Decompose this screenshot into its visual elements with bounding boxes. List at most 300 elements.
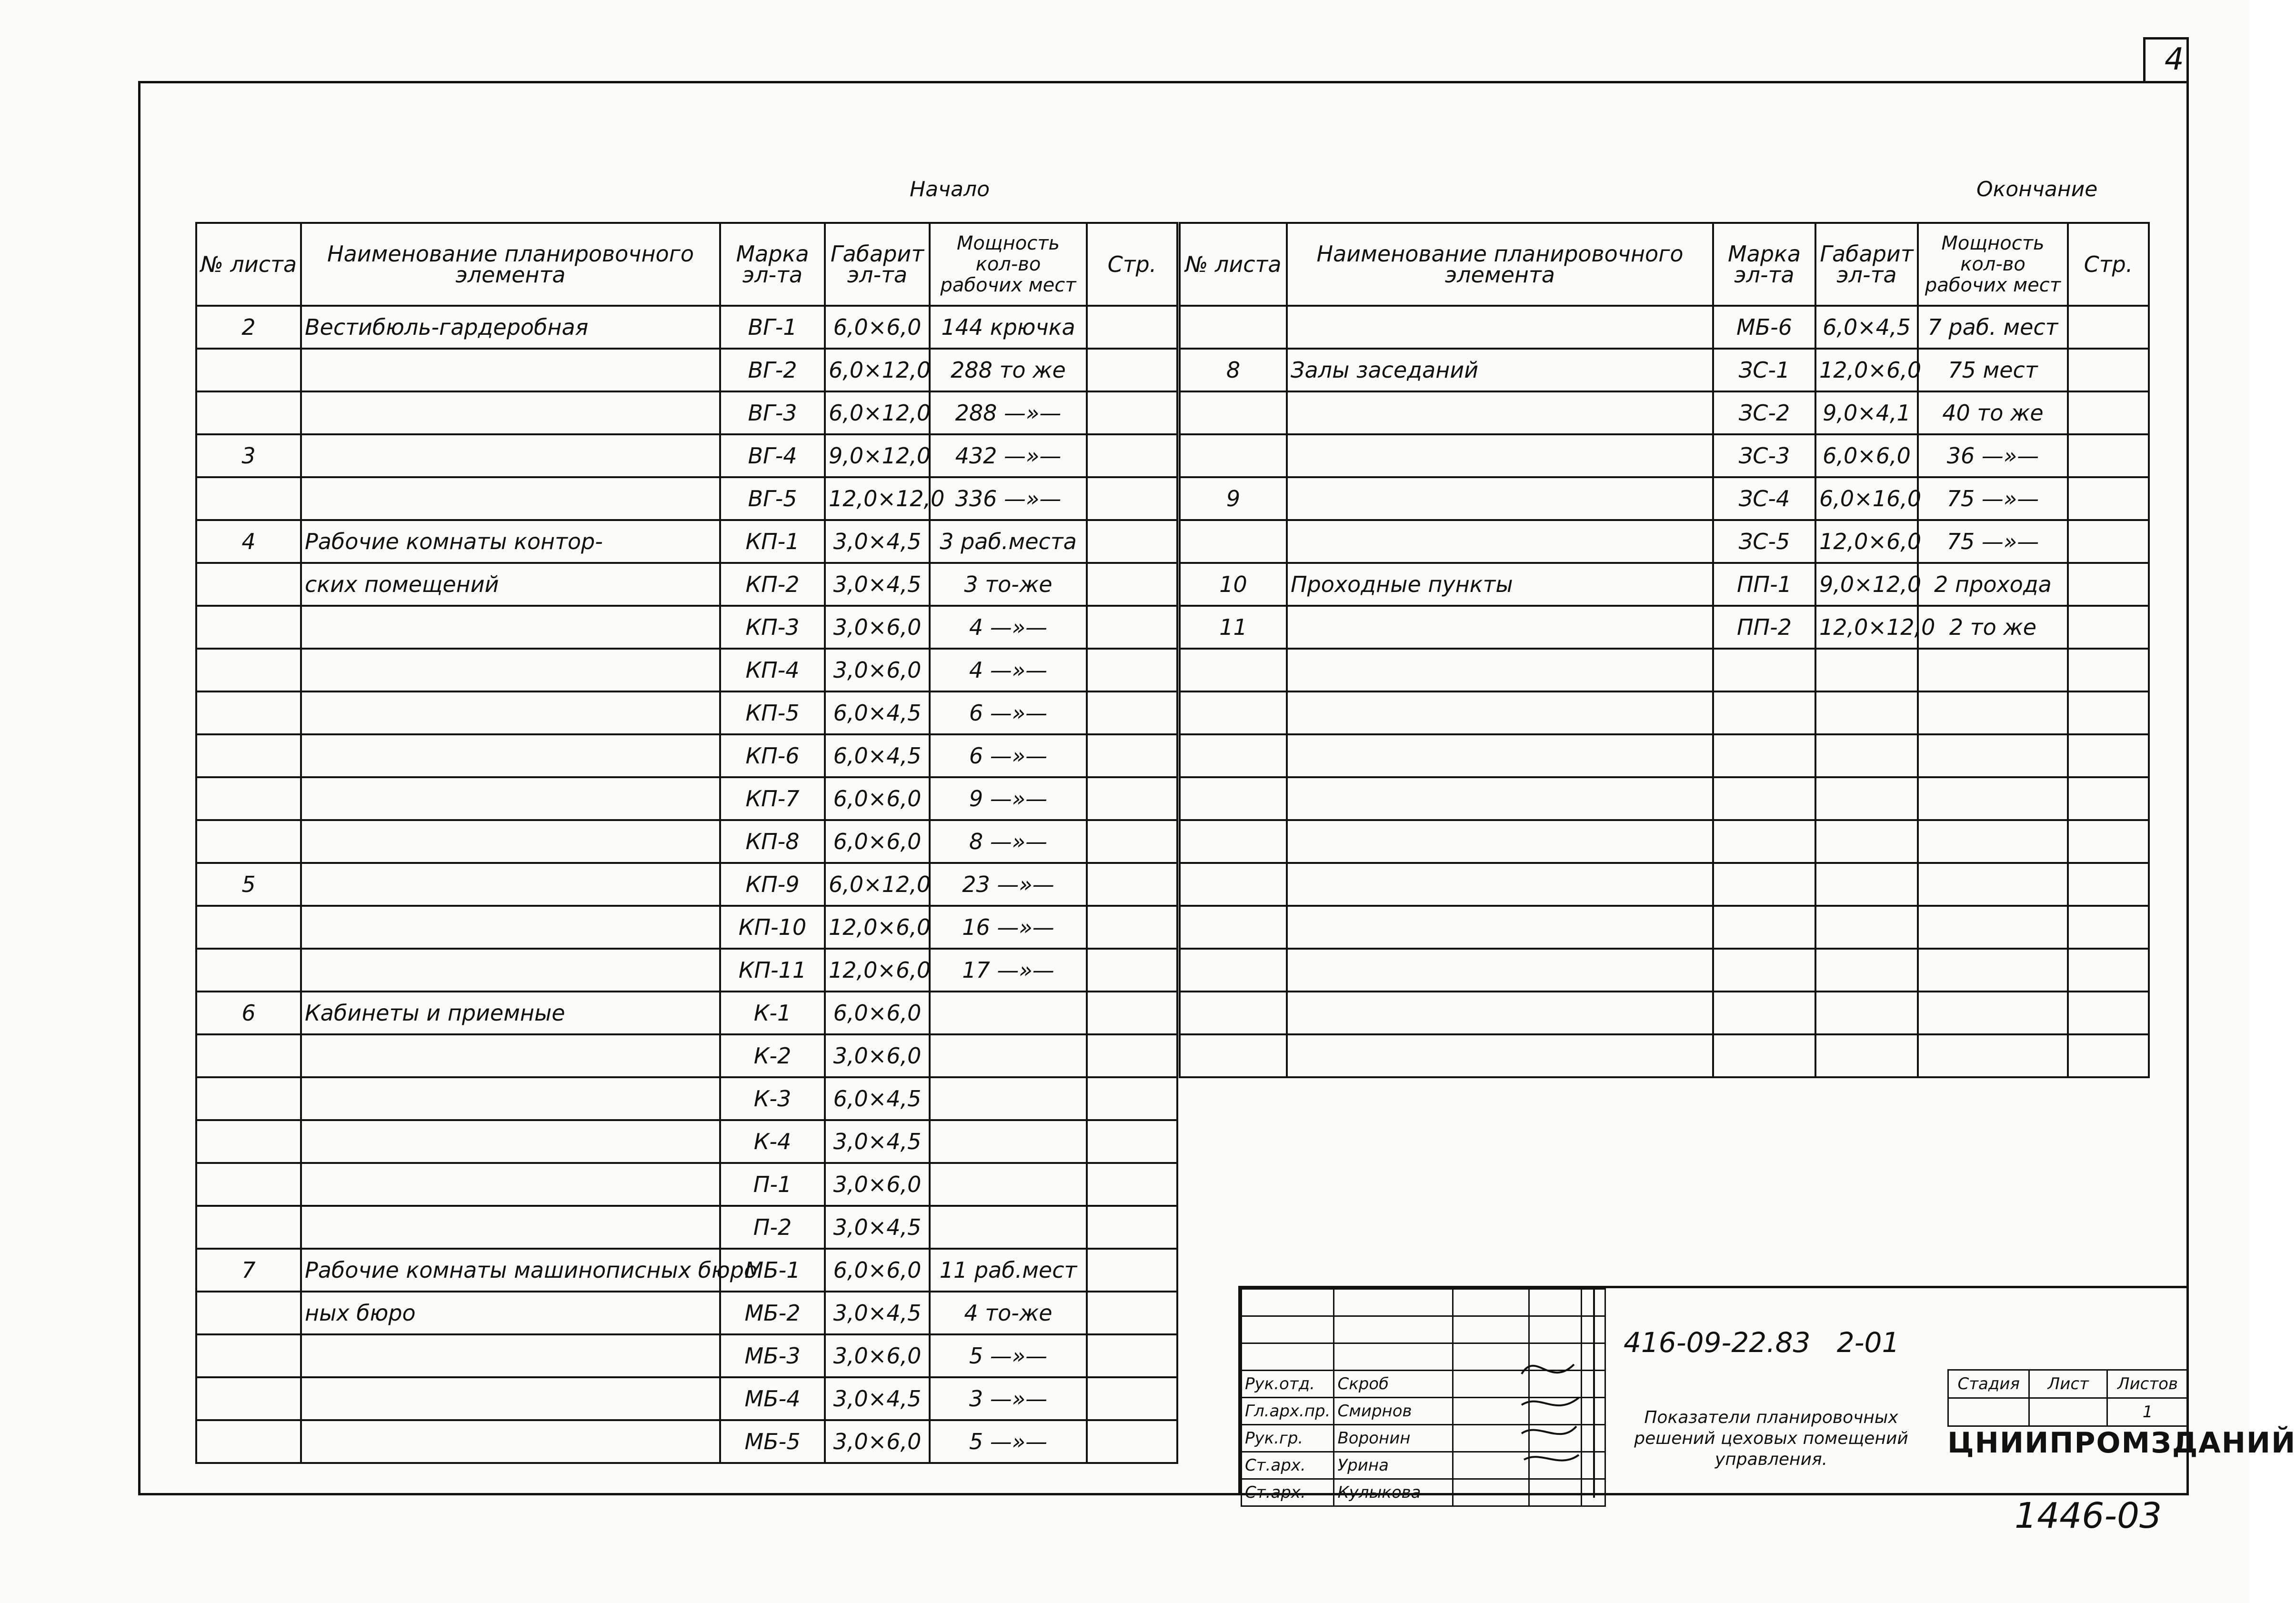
- right-table-cell: [1815, 777, 1918, 820]
- right-table-header-cell: Наименование планировочного элемента: [1287, 223, 1713, 306]
- left-table-cell: 4 —»—: [930, 649, 1087, 691]
- signature-cell: [1453, 1289, 1529, 1316]
- left-table-cell: [1087, 520, 1177, 563]
- left-table-cell: [1087, 820, 1177, 863]
- left-table-cell: 3,0×4,5: [825, 563, 930, 606]
- left-table-cell: [301, 734, 720, 777]
- left-table-cell: [196, 477, 301, 520]
- right-table-cell: [1180, 777, 1287, 820]
- right-table-cell: [1287, 1034, 1713, 1077]
- sheet-value: [2029, 1398, 2107, 1426]
- right-table-cell: ЗС-1: [1713, 349, 1815, 391]
- left-table-cell: [196, 1077, 301, 1120]
- left-table-cell: 3,0×4,5: [825, 1292, 930, 1334]
- right-table-cell: 2 прохода: [1918, 563, 2068, 606]
- left-table-cell: 5 —»—: [930, 1420, 1087, 1463]
- right-table-cell: [1713, 906, 1815, 949]
- left-table-cell: 3: [196, 434, 301, 477]
- caption-start: Начало: [910, 177, 990, 201]
- left-table-cell: 9,0×12,0: [825, 434, 930, 477]
- left-table-cell: 3,0×6,0: [825, 1334, 930, 1377]
- left-table-cell: 4 —»—: [930, 606, 1087, 649]
- left-table-row: [196, 606, 1177, 649]
- left-table-cell: 4: [196, 520, 301, 563]
- right-table-cell: [1918, 1034, 2068, 1077]
- right-table-cell: [1287, 906, 1713, 949]
- right-table-cell: [1713, 691, 1815, 734]
- left-table-row: [196, 520, 1177, 563]
- right-table-cell: [1918, 949, 2068, 992]
- right-table-row: [1180, 992, 2149, 1034]
- right-table-cell: [2068, 691, 2149, 734]
- left-table-cell: [1087, 1163, 1177, 1206]
- left-table-row: [196, 863, 1177, 906]
- right-table-cell: [1713, 777, 1815, 820]
- right-table-cell: [1287, 691, 1713, 734]
- left-table-cell: 16 —»—: [930, 906, 1087, 949]
- sheet-code: 2-01: [1836, 1326, 1900, 1359]
- signature-cell: Урина: [1334, 1452, 1453, 1479]
- left-table-cell: [1087, 1206, 1177, 1249]
- left-table-row: [196, 992, 1177, 1034]
- caption-end: Окончание: [1976, 177, 2098, 201]
- right-table-cell: 11: [1180, 606, 1287, 649]
- left-table-cell: 11 раб.мест: [930, 1249, 1087, 1292]
- left-table-cell: Рабочие комнаты машинописных бюро: [301, 1249, 720, 1292]
- right-table-cell: 40 то же: [1918, 391, 2068, 434]
- left-table-cell: 6,0×12,0: [825, 863, 930, 906]
- left-table-cell: КП-5: [720, 691, 825, 734]
- right-table-cell: [2068, 863, 2149, 906]
- right-table-cell: [1815, 949, 1918, 992]
- left-table-cell: [301, 820, 720, 863]
- left-table-cell: [301, 434, 720, 477]
- left-table-cell: 288 —»—: [930, 391, 1087, 434]
- left-table-cell: [1087, 434, 1177, 477]
- left-table-cell: [1087, 649, 1177, 691]
- right-table-cell: 36 —»—: [1918, 434, 2068, 477]
- right-table-cell: [1713, 949, 1815, 992]
- left-table-cell: [301, 1120, 720, 1163]
- left-table-cell: ВГ-1: [720, 306, 825, 349]
- right-table-cell: [1180, 391, 1287, 434]
- left-table-cell: [1087, 691, 1177, 734]
- right-table-cell: 6,0×16,0: [1815, 477, 1918, 520]
- left-table-cell: 7: [196, 1249, 301, 1292]
- sheets-value: 1: [2107, 1398, 2188, 1426]
- left-table-cell: 6,0×6,0: [825, 306, 930, 349]
- left-table-cell: [1087, 777, 1177, 820]
- right-table-cell: [1287, 649, 1713, 691]
- stage-label: Стадия: [1948, 1370, 2029, 1398]
- left-table-row: [196, 1377, 1177, 1420]
- right-table-cell: [1815, 649, 1918, 691]
- left-table-cell: КП-8: [720, 820, 825, 863]
- right-table-cell: 10: [1180, 563, 1287, 606]
- left-table-cell: 17 —»—: [930, 949, 1087, 992]
- left-table-cell: [930, 1034, 1087, 1077]
- signature-cell: Ст.арх.: [1242, 1479, 1334, 1506]
- right-table-cell: [1287, 391, 1713, 434]
- right-table-cell: [1180, 306, 1287, 349]
- left-table-cell: 23 —»—: [930, 863, 1087, 906]
- right-table-cell: [2068, 306, 2149, 349]
- left-table-cell: [1087, 1292, 1177, 1334]
- right-table-cell: 9,0×12,0: [1815, 563, 1918, 606]
- right-table-cell: [1815, 734, 1918, 777]
- right-table-row: [1180, 906, 2149, 949]
- right-table-cell: 12,0×12,0: [1815, 606, 1918, 649]
- left-table-cell: К-3: [720, 1077, 825, 1120]
- left-table-cell: КП-11: [720, 949, 825, 992]
- left-table-cell: [1087, 1377, 1177, 1420]
- right-table-cell: [2068, 906, 2149, 949]
- left-table-cell: [1087, 1120, 1177, 1163]
- right-table-cell: 12,0×6,0: [1815, 349, 1918, 391]
- left-table-cell: МБ-5: [720, 1420, 825, 1463]
- right-table-cell: [1287, 434, 1713, 477]
- left-table-cell: [1087, 1334, 1177, 1377]
- signature-cell: Смирнов: [1334, 1398, 1453, 1425]
- title-area: [1593, 1288, 2296, 1498]
- left-table-cell: [1087, 306, 1177, 349]
- right-table-cell: 75 —»—: [1918, 520, 2068, 563]
- right-table-cell: 12,0×6,0: [1815, 520, 1918, 563]
- left-table-cell: [196, 777, 301, 820]
- left-table-cell: [1087, 606, 1177, 649]
- right-table-cell: [2068, 777, 2149, 820]
- left-table-cell: [301, 1420, 720, 1463]
- left-table-cell: 6,0×12,0: [825, 349, 930, 391]
- left-table-cell: [930, 1120, 1087, 1163]
- left-table-cell: ных бюро: [301, 1292, 720, 1334]
- left-table-cell: 3 раб.места: [930, 520, 1087, 563]
- left-table-cell: 5 —»—: [930, 1334, 1087, 1377]
- right-table-header-row: [1180, 223, 2149, 306]
- left-table-cell: [301, 863, 720, 906]
- right-table-cell: [2068, 520, 2149, 563]
- left-table-cell: [196, 349, 301, 391]
- right-table-cell: [2068, 949, 2149, 992]
- right-table-cell: 75 мест: [1918, 349, 2068, 391]
- right-table-row: [1180, 820, 2149, 863]
- left-table-cell: 5: [196, 863, 301, 906]
- left-table-row: [196, 1163, 1177, 1206]
- right-table-cell: [2068, 391, 2149, 434]
- signature-cell: Рук.гр.: [1242, 1425, 1334, 1452]
- left-table-cell: 2: [196, 306, 301, 349]
- right-table-cell: [1287, 863, 1713, 906]
- left-table-cell: [930, 1077, 1087, 1120]
- left-table-cell: 4 то-же: [930, 1292, 1087, 1334]
- right-table-row: [1180, 649, 2149, 691]
- left-table-header-cell: Марка эл-та: [720, 223, 825, 306]
- right-table-cell: 9,0×4,1: [1815, 391, 1918, 434]
- left-table-cell: [301, 949, 720, 992]
- left-table-cell: [301, 391, 720, 434]
- left-table-row: [196, 1249, 1177, 1292]
- left-table-cell: [301, 349, 720, 391]
- right-table-cell: [1287, 777, 1713, 820]
- right-table-cell: [1287, 520, 1713, 563]
- left-table-row: [196, 949, 1177, 992]
- left-table-cell: [301, 1077, 720, 1120]
- left-table-cell: [196, 1034, 301, 1077]
- left-table-row: [196, 1077, 1177, 1120]
- organization-name: ЦНИИПРОМЗДАНИЙ: [1947, 1426, 2296, 1460]
- left-table-cell: [301, 1034, 720, 1077]
- left-table-cell: [1087, 349, 1177, 391]
- left-table-cell: [1087, 949, 1177, 992]
- right-table-header-cell: Габарит эл-та: [1815, 223, 1918, 306]
- left-table-cell: [196, 1334, 301, 1377]
- right-table-cell: ЗС-4: [1713, 477, 1815, 520]
- right-table-cell: [1815, 1034, 1918, 1077]
- signatures-image: [1517, 1322, 1584, 1483]
- left-table-cell: МБ-2: [720, 1292, 825, 1334]
- signature-cell: [1334, 1343, 1453, 1371]
- left-table-cell: 12,0×6,0: [825, 906, 930, 949]
- left-table-header-cell: Наименование планировочного элемента: [301, 223, 720, 306]
- left-table-header-cell: Стр.: [1087, 223, 1177, 306]
- right-table-cell: ЗС-2: [1713, 391, 1815, 434]
- project-code: 416-09-22.83 2-01: [1624, 1326, 1900, 1359]
- left-table-cell: 12,0×12,0: [825, 477, 930, 520]
- right-table-row: [1180, 434, 2149, 477]
- left-table-cell: [196, 391, 301, 434]
- left-table-cell: [301, 649, 720, 691]
- right-table-cell: [1287, 306, 1713, 349]
- left-table-cell: [196, 820, 301, 863]
- signature-cell: [1242, 1316, 1334, 1343]
- left-table-row: [196, 1420, 1177, 1463]
- left-table-cell: 8 —»—: [930, 820, 1087, 863]
- right-table-cell: [1180, 1034, 1287, 1077]
- left-table-cell: [301, 1334, 720, 1377]
- right-table-cell: [2068, 820, 2149, 863]
- left-table-cell: [930, 1163, 1087, 1206]
- left-table-cell: 432 —»—: [930, 434, 1087, 477]
- left-table-cell: 144 крючка: [930, 306, 1087, 349]
- right-table-row: [1180, 391, 2149, 434]
- left-table-cell: [196, 563, 301, 606]
- left-table-cell: [1087, 992, 1177, 1034]
- right-table-cell: [2068, 1034, 2149, 1077]
- right-table-header-cell: № листа: [1180, 223, 1287, 306]
- left-table-cell: К-2: [720, 1034, 825, 1077]
- left-table-row: [196, 820, 1177, 863]
- left-table-cell: 3 —»—: [930, 1377, 1087, 1420]
- left-table-cell: [301, 1206, 720, 1249]
- right-table-cell: [1713, 1034, 1815, 1077]
- left-table-cell: 3,0×6,0: [825, 1420, 930, 1463]
- right-table-cell: 8: [1180, 349, 1287, 391]
- right-table-header-cell: Мощность кол-во рабочих мест: [1918, 223, 2068, 306]
- right-table-row: [1180, 777, 2149, 820]
- right-table-cell: [2068, 606, 2149, 649]
- left-table-cell: 3,0×6,0: [825, 1163, 930, 1206]
- right-table-cell: [1713, 992, 1815, 1034]
- left-table-cell: [930, 1206, 1087, 1249]
- signature-cell: [1334, 1289, 1453, 1316]
- left-table-cell: КП-7: [720, 777, 825, 820]
- left-table-cell: [196, 606, 301, 649]
- left-table-cell: Вестибюль-гардеробная: [301, 306, 720, 349]
- left-table-header-cell: Габарит эл-та: [825, 223, 930, 306]
- left-table-cell: [196, 649, 301, 691]
- right-table-cell: [1713, 863, 1815, 906]
- right-table-cell: [2068, 992, 2149, 1034]
- right-table-row: [1180, 477, 2149, 520]
- left-table-cell: [196, 734, 301, 777]
- left-table-cell: 6,0×6,0: [825, 777, 930, 820]
- left-table-row: [196, 349, 1177, 391]
- left-table-row: [196, 477, 1177, 520]
- left-table-row: [196, 1334, 1177, 1377]
- right-table-cell: Проходные пункты: [1287, 563, 1713, 606]
- right-table-cell: [1918, 649, 2068, 691]
- left-table-cell: [196, 1420, 301, 1463]
- right-table-cell: [2068, 349, 2149, 391]
- right-table-row: [1180, 606, 2149, 649]
- right-table-row: [1180, 949, 2149, 992]
- right-table-cell: 7 раб. мест: [1918, 306, 2068, 349]
- left-table-cell: МБ-1: [720, 1249, 825, 1292]
- left-table-cell: КП-9: [720, 863, 825, 906]
- left-table-cell: 6,0×6,0: [825, 820, 930, 863]
- right-table-cell: ЗС-5: [1713, 520, 1815, 563]
- sheet-number: 4: [2165, 42, 2184, 77]
- left-table-row: [196, 391, 1177, 434]
- left-table-row: [196, 649, 1177, 691]
- right-table-row: [1180, 306, 2149, 349]
- right-table-cell: ПП-1: [1713, 563, 1815, 606]
- left-table-cell: 6,0×6,0: [825, 1249, 930, 1292]
- right-table-cell: [1918, 777, 2068, 820]
- right-table-cell: [1815, 691, 1918, 734]
- left-table-row: [196, 1120, 1177, 1163]
- left-table-cell: ВГ-4: [720, 434, 825, 477]
- signature-cell: [1242, 1289, 1334, 1316]
- right-table-cell: [1287, 606, 1713, 649]
- sheet-label: Лист: [2029, 1370, 2107, 1398]
- left-table-cell: 12,0×6,0: [825, 949, 930, 992]
- left-table-cell: К-4: [720, 1120, 825, 1163]
- right-table-cell: [1287, 992, 1713, 1034]
- signature-cell: Гл.арх.пр.: [1242, 1398, 1334, 1425]
- right-table-cell: [1815, 906, 1918, 949]
- right-table-row: [1180, 563, 2149, 606]
- left-table-cell: [1087, 391, 1177, 434]
- signature-cell: Кулыкова: [1334, 1479, 1453, 1506]
- left-table-cell: [196, 949, 301, 992]
- signature-cell: Ст.арх.: [1242, 1452, 1334, 1479]
- left-table-cell: [1087, 906, 1177, 949]
- left-table-row: [196, 777, 1177, 820]
- left-table-row: [196, 734, 1177, 777]
- left-table-cell: 6,0×4,5: [825, 691, 930, 734]
- right-table-cell: [1180, 906, 1287, 949]
- signature-cell: Скроб: [1334, 1371, 1453, 1398]
- signature-cell: [1334, 1316, 1453, 1343]
- sheet-meta: [1947, 1369, 2189, 1427]
- right-table-cell: [2068, 434, 2149, 477]
- left-table-row: [196, 1034, 1177, 1077]
- left-table-cell: П-2: [720, 1206, 825, 1249]
- left-table-cell: 3,0×4,5: [825, 520, 930, 563]
- left-table-cell: [1087, 563, 1177, 606]
- right-table-cell: [1918, 906, 2068, 949]
- right-table-cell: МБ-6: [1713, 306, 1815, 349]
- left-table-cell: КП-6: [720, 734, 825, 777]
- left-table-cell: ВГ-3: [720, 391, 825, 434]
- right-table-cell: [1180, 992, 1287, 1034]
- right-table-cell: 6,0×4,5: [1815, 306, 1918, 349]
- right-table-cell: [1180, 820, 1287, 863]
- left-table-cell: 6,0×4,5: [825, 734, 930, 777]
- left-table-cell: ских помещений: [301, 563, 720, 606]
- right-table-cell: [1815, 992, 1918, 1034]
- signature-cell: Рук.отд.: [1242, 1371, 1334, 1398]
- left-table-cell: [301, 691, 720, 734]
- left-table-cell: 6 —»—: [930, 691, 1087, 734]
- right-table-row: [1180, 691, 2149, 734]
- right-table-cell: [1713, 734, 1815, 777]
- archive-number: 1446-03: [2015, 1495, 2162, 1536]
- left-table-cell: [196, 1206, 301, 1249]
- left-table-cell: 3,0×4,5: [825, 1377, 930, 1420]
- right-table-cell: 6,0×6,0: [1815, 434, 1918, 477]
- right-table-cell: [2068, 734, 2149, 777]
- left-table-cell: [1087, 1077, 1177, 1120]
- left-table-cell: [196, 906, 301, 949]
- right-table-cell: [1287, 820, 1713, 863]
- left-table-cell: [301, 906, 720, 949]
- left-table-row: [196, 1292, 1177, 1334]
- sheets-label: Листов: [2107, 1370, 2188, 1398]
- left-table-header-cell: Мощность кол-во рабочих мест: [930, 223, 1087, 306]
- right-table-cell: [1287, 949, 1713, 992]
- right-table-row: [1180, 349, 2149, 391]
- left-table-header-row: [196, 223, 1177, 306]
- left-table-cell: [1087, 1034, 1177, 1077]
- left-table-cell: [1087, 863, 1177, 906]
- right-table-cell: Залы заседаний: [1287, 349, 1713, 391]
- left-table-row: [196, 434, 1177, 477]
- left-table-cell: 6,0×12,0: [825, 391, 930, 434]
- right-table-cell: [1815, 863, 1918, 906]
- left-table-cell: [196, 691, 301, 734]
- left-table-cell: КП-1: [720, 520, 825, 563]
- right-table-cell: ЗС-3: [1713, 434, 1815, 477]
- left-table-cell: МБ-3: [720, 1334, 825, 1377]
- left-table-cell: [1087, 477, 1177, 520]
- left-table-cell: [196, 1163, 301, 1206]
- left-table-cell: [301, 477, 720, 520]
- right-table-cell: 75 —»—: [1918, 477, 2068, 520]
- stage-value: [1948, 1398, 2029, 1426]
- title-block: [1238, 1286, 2296, 1502]
- left-table-row: [196, 1206, 1177, 1249]
- left-table-cell: [301, 1377, 720, 1420]
- left-table-cell: Кабинеты и приемные: [301, 992, 720, 1034]
- right-table-row: [1180, 520, 2149, 563]
- left-table-row: [196, 563, 1177, 606]
- left-table-cell: 3 то-же: [930, 563, 1087, 606]
- signature-cell: [1242, 1343, 1334, 1371]
- left-table-cell: 3,0×4,5: [825, 1120, 930, 1163]
- right-table-cell: [1287, 477, 1713, 520]
